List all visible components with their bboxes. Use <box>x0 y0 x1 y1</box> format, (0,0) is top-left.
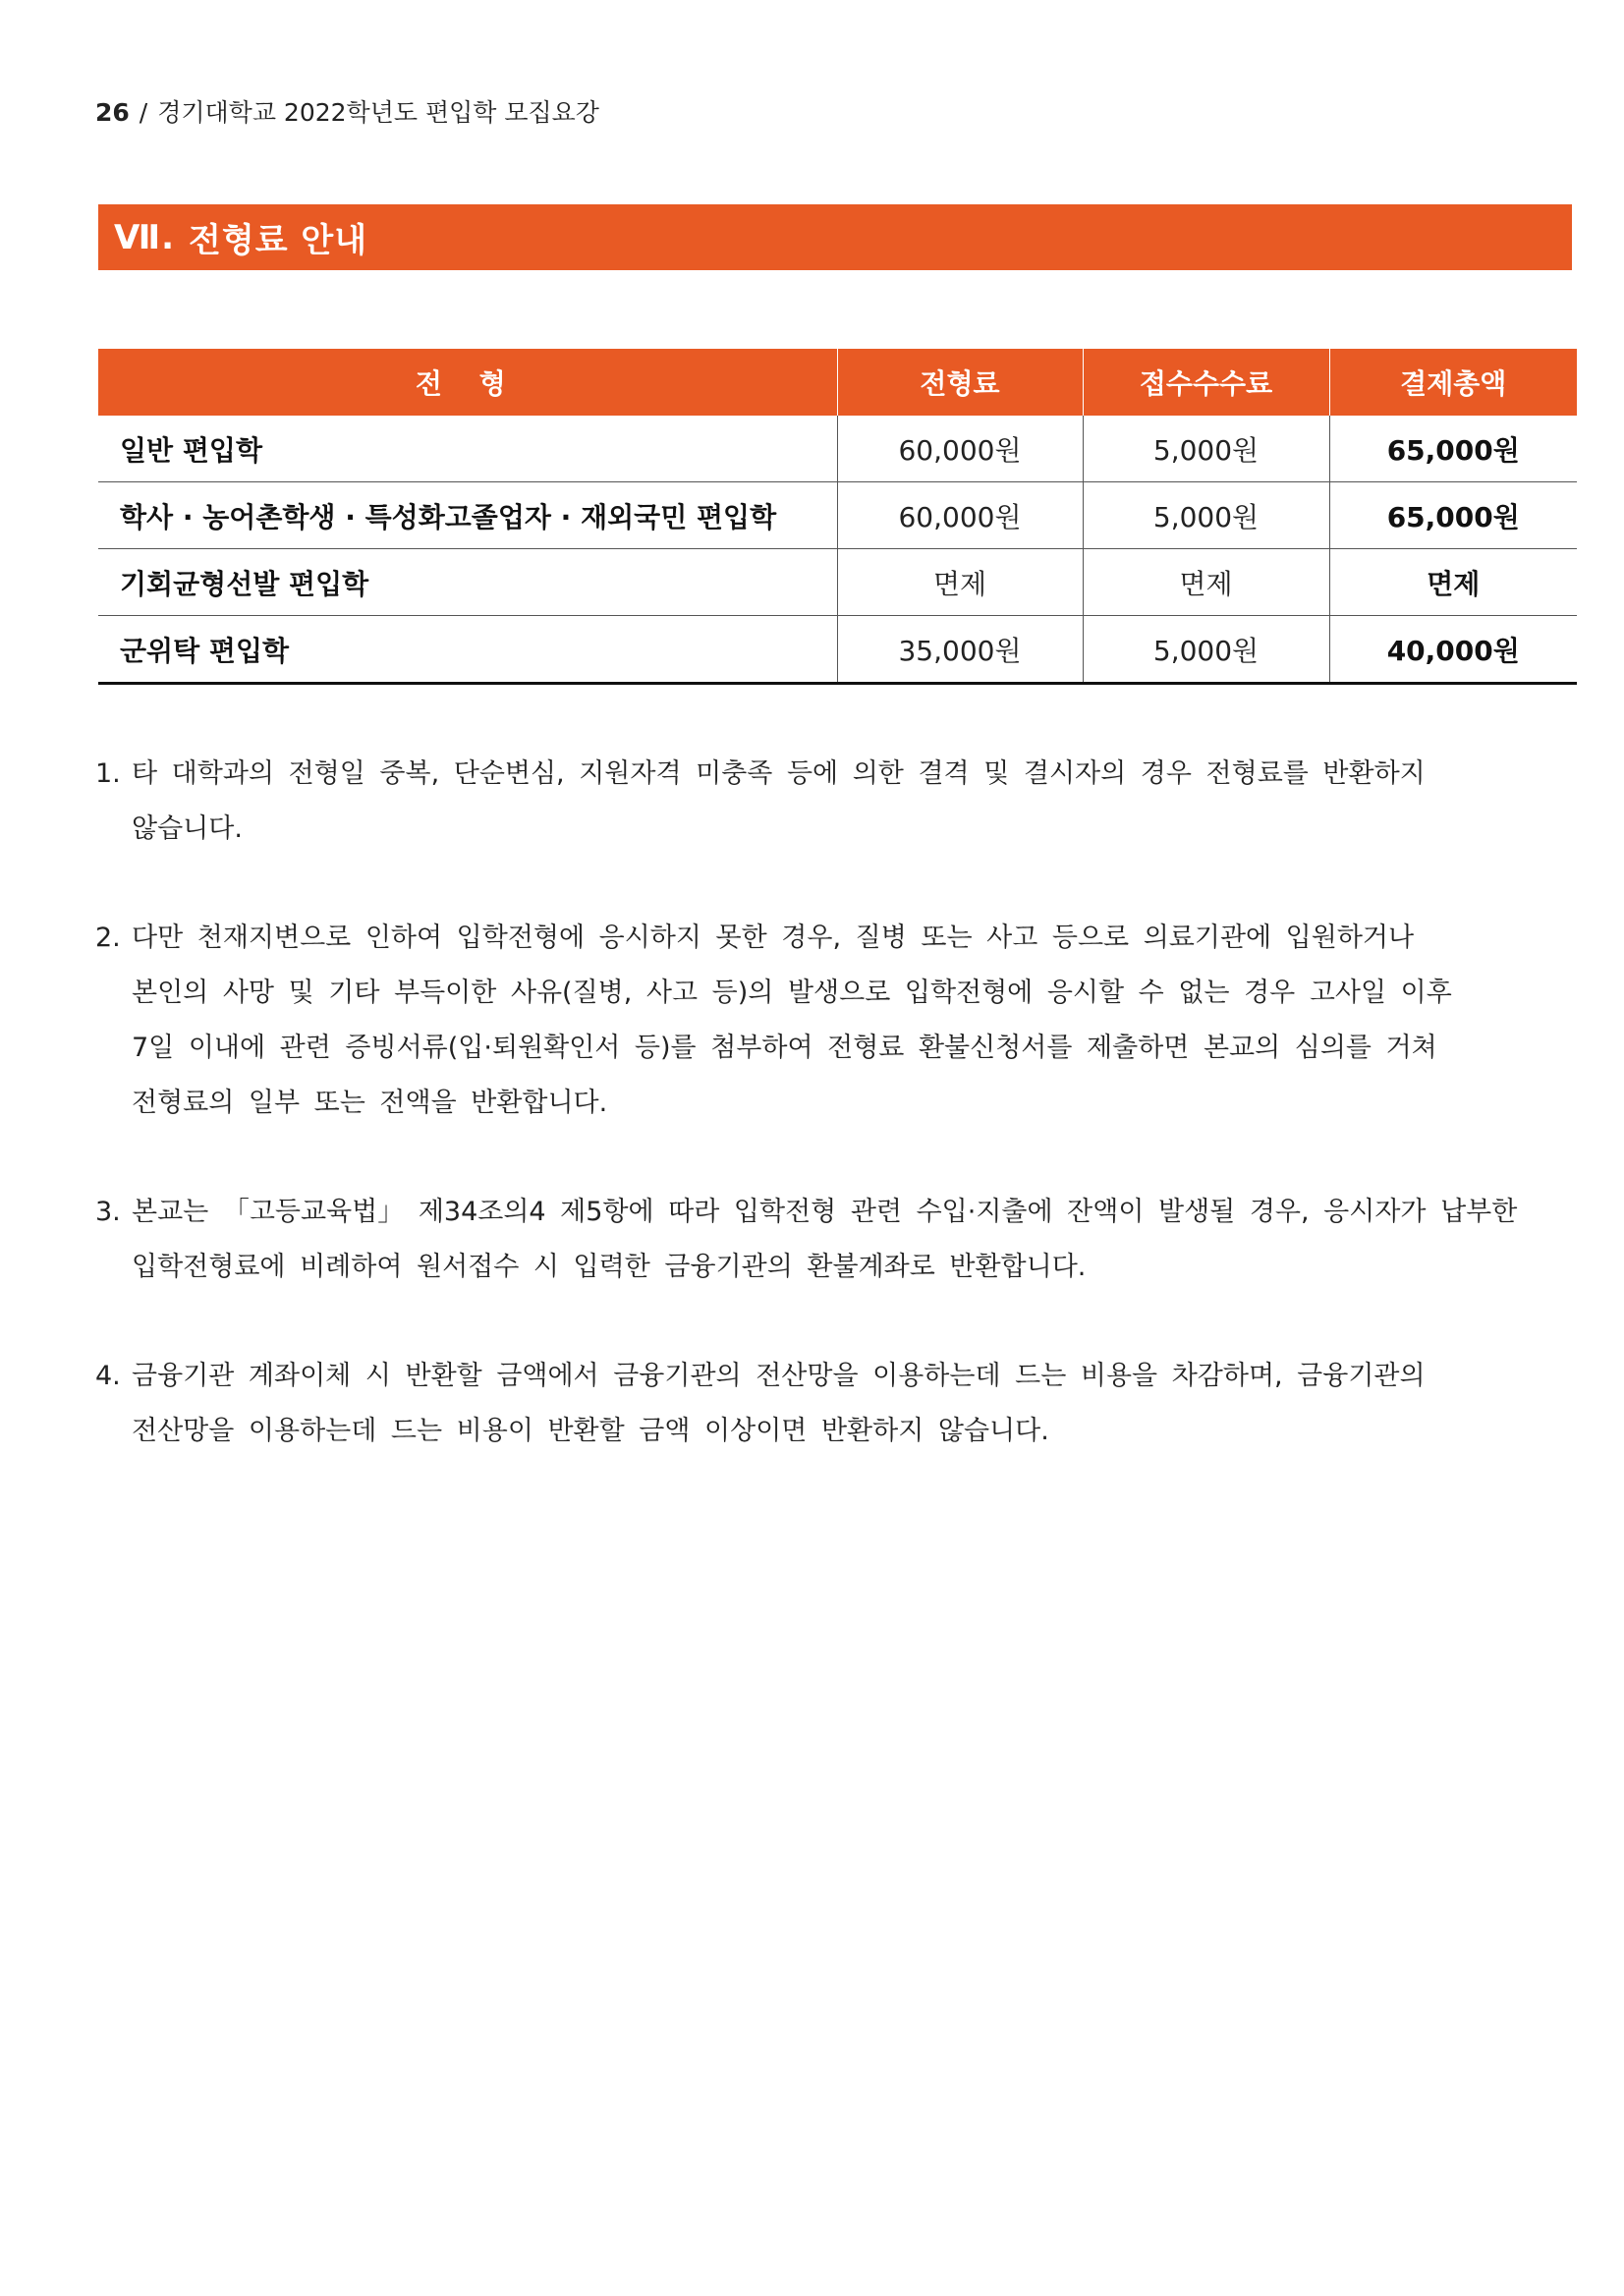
page-header <box>95 96 599 130</box>
table-header-row <box>98 349 1577 416</box>
note-line: 타 대학과의 전형일 중복, 단순변심, 지원자격 미충족 등에 의한 결격 및 결시자의 경우 전형료를 반환하지 <box>132 758 1426 789</box>
table-row <box>98 616 1577 684</box>
section-title: 전형료 안내 <box>189 221 368 260</box>
column-header-fee: 전형료 <box>837 349 1083 416</box>
admission-type-cell: 군위탁 편입학 <box>98 616 837 684</box>
notes-list <box>95 747 1569 1513</box>
note-number: 3. <box>95 1197 121 1227</box>
admission-type-cell: 기회균형선발 편입학 <box>98 549 837 616</box>
section-number: Ⅶ. <box>114 217 176 257</box>
note-text <box>132 911 1569 1131</box>
table-row <box>98 416 1577 482</box>
note-number: 2. <box>95 923 121 953</box>
total-cell: 65,000원 <box>1329 416 1577 482</box>
fee-cell: 60,000원 <box>837 416 1083 482</box>
admission-type-cell: 일반 편입학 <box>98 416 837 482</box>
document-title: 경기대학교 2022학년도 편입학 모집요강 <box>157 98 599 127</box>
table-row <box>98 549 1577 616</box>
note-number: 4. <box>95 1361 121 1391</box>
commission-cell: 5,000원 <box>1083 416 1329 482</box>
total-cell: 면제 <box>1329 549 1577 616</box>
fee-cell: 35,000원 <box>837 616 1083 684</box>
commission-cell: 면제 <box>1083 549 1329 616</box>
note-item <box>95 747 1569 857</box>
header-separator: / <box>139 98 148 127</box>
note-line: 7일 이내에 관련 증빙서류(입·퇴원확인서 등)를 첨부하여 전형료 환불신청서를 제출하면 본교의 심의를 거쳐 <box>132 1033 1437 1063</box>
page-number: 26 <box>95 98 130 127</box>
note-item <box>95 1349 1569 1459</box>
column-header-commission: 접수수수료 <box>1083 349 1329 416</box>
commission-cell: 5,000원 <box>1083 482 1329 549</box>
note-number: 1. <box>95 758 121 789</box>
note-text <box>132 747 1569 857</box>
note-line: 전형료의 일부 또는 전액을 반환합니다. <box>132 1088 608 1118</box>
note-line: 다만 천재지변으로 인하여 입학전형에 응시하지 못한 경우, 질병 또는 사고 등으로 의료기관에 입원하거나 <box>132 923 1415 953</box>
total-cell: 65,000원 <box>1329 482 1577 549</box>
note-item <box>95 911 1569 1131</box>
commission-cell: 5,000원 <box>1083 616 1329 684</box>
fee-cell: 60,000원 <box>837 482 1083 549</box>
column-header-total: 결제총액 <box>1329 349 1577 416</box>
note-line: 않습니다. <box>132 813 243 844</box>
note-line: 금융기관 계좌이체 시 반환할 금액에서 금융기관의 전산망을 이용하는데 드는 비용을 차감하며, 금융기관의 <box>132 1361 1426 1391</box>
note-line: 본인의 사망 및 기타 부득이한 사유(질병, 사고 등)의 발생으로 입학전형에 응시할 수 없는 경우 고사일 이후 <box>132 978 1452 1008</box>
fee-cell: 면제 <box>837 549 1083 616</box>
note-item <box>95 1185 1569 1295</box>
fee-table <box>98 349 1577 685</box>
section-heading <box>98 204 1572 270</box>
note-line: 본교는 「고등교육법」 제34조의4 제5항에 따라 입학전형 관련 수입·지출에 잔액이 발생될 경우, 응시자가 납부한 <box>132 1197 1518 1227</box>
table-row <box>98 482 1577 549</box>
note-line: 전산망을 이용하는데 드는 비용이 반환할 금액 이상이면 반환하지 않습니다. <box>132 1416 1049 1446</box>
note-text <box>132 1349 1569 1459</box>
note-line: 입학전형료에 비례하여 원서접수 시 입력한 금융기관의 환불계좌로 반환합니다. <box>132 1252 1087 1282</box>
note-text <box>132 1185 1569 1295</box>
column-header-type: 전 형 <box>98 349 837 416</box>
total-cell: 40,000원 <box>1329 616 1577 684</box>
admission-type-cell: 학사 · 농어촌학생 · 특성화고졸업자 · 재외국민 편입학 <box>98 482 837 549</box>
